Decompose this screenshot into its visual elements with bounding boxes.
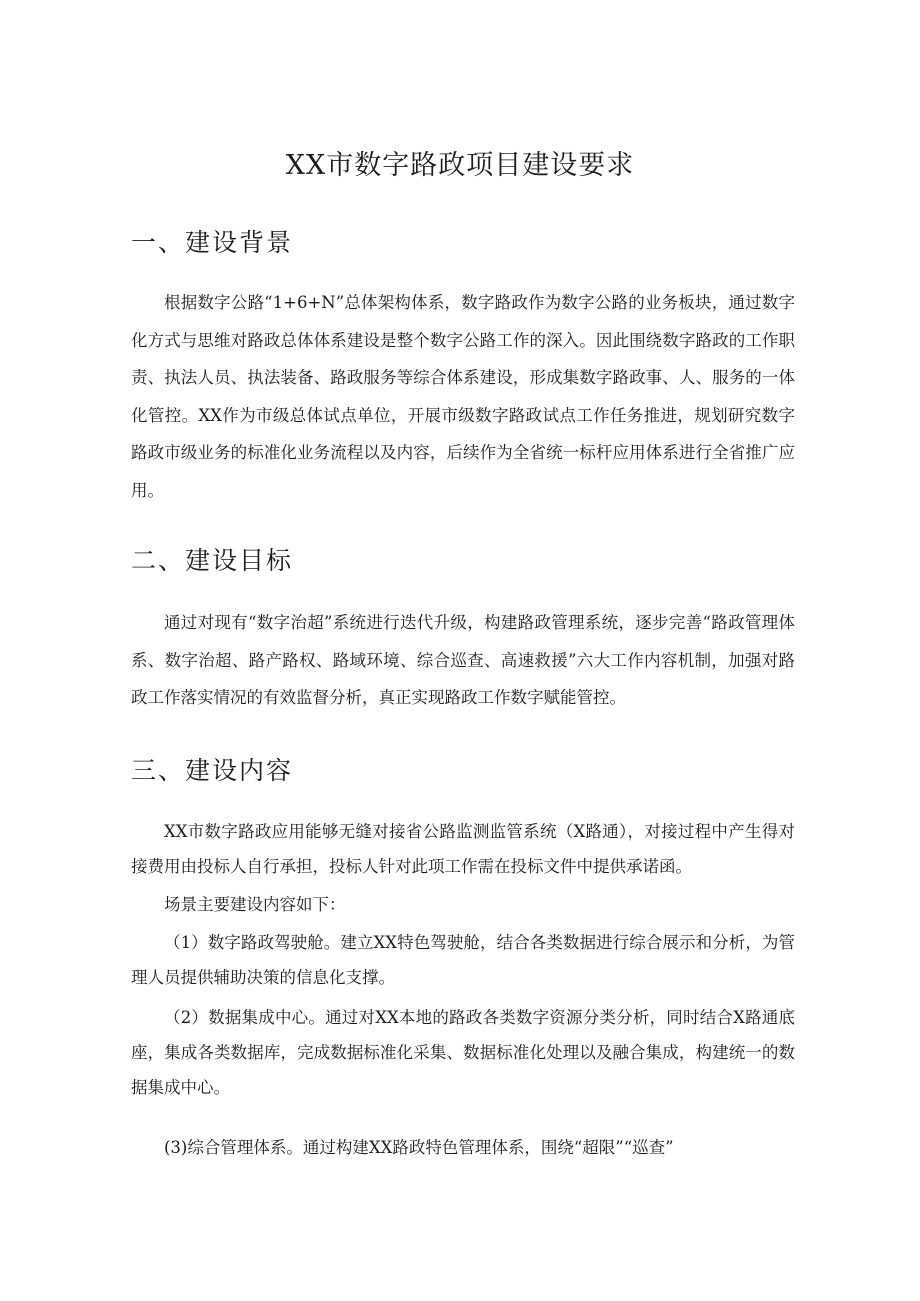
paragraph-scenario-intro: 场景主要建设内容如下： [164, 895, 346, 914]
document-title: XX市数字路政项目建设要求 [285, 150, 635, 181]
paragraph-item-management: (3)综合管理体系。通过构建XX路政特色管理体系，围绕“超限”“巡查” [164, 1138, 674, 1157]
paragraph-goals: 通过对现有“数字治超”系统进行迭代升级，构建路政管理系统，逐步完善“路政管理体系、数字治超、路产路权、路域环境、综合巡查、高速救援”六大工作内容机制，加强对路政工作落实情况的有效监督分析，真正实现路政工作数字赋能管控。 [131, 613, 795, 707]
paragraph-item-cockpit: （1）数字路政驾驶舱。建立XX特色驾驶舱，结合各类数据进行综合展示和分析，为管理人员提供辅助决策的信息化支撑。 [131, 933, 795, 987]
section-heading-background: 一、建设背景 [131, 228, 294, 257]
paragraph-integration: XX市数字路政应用能够无缝对接省公路监测监管系统（X路通），对接过程中产生得对接费用由投标人自行承担，投标人针对此项工作需在投标文件中提供承诺函。 [131, 822, 795, 876]
section-heading-content: 三、建设内容 [131, 756, 294, 785]
paragraph-item-data-center: （2）数据集成中心。通过对XX本地的路政各类数字资源分类分析，同时结合X路通底座，集成各类数据库，完成数据标准化采集、数据标准化处理以及融合集成，构建统一的数据集成中心。 [131, 1008, 795, 1097]
section-heading-goals: 二、建设目标 [131, 546, 294, 575]
paragraph-background: 根据数字公路“1+6+N”总体架构体系，数字路政作为数字公路的业务板块，通过数字化方式与思维对路政总体体系建设是整个数字公路工作的深入。因此围绕数字路政的工作职责、执法人员、执法装备、路政服务等综合体系建设，形成集数字路政事、人、服务的一体化管控。XX作为市级总体试点单位，开展市级数字路政试点工作任务推进，规划研究数字路政市级业务的标准化业务流程以及内容，后续作为全省统一标杆应用体系进行全省推广应用。 [131, 293, 795, 500]
